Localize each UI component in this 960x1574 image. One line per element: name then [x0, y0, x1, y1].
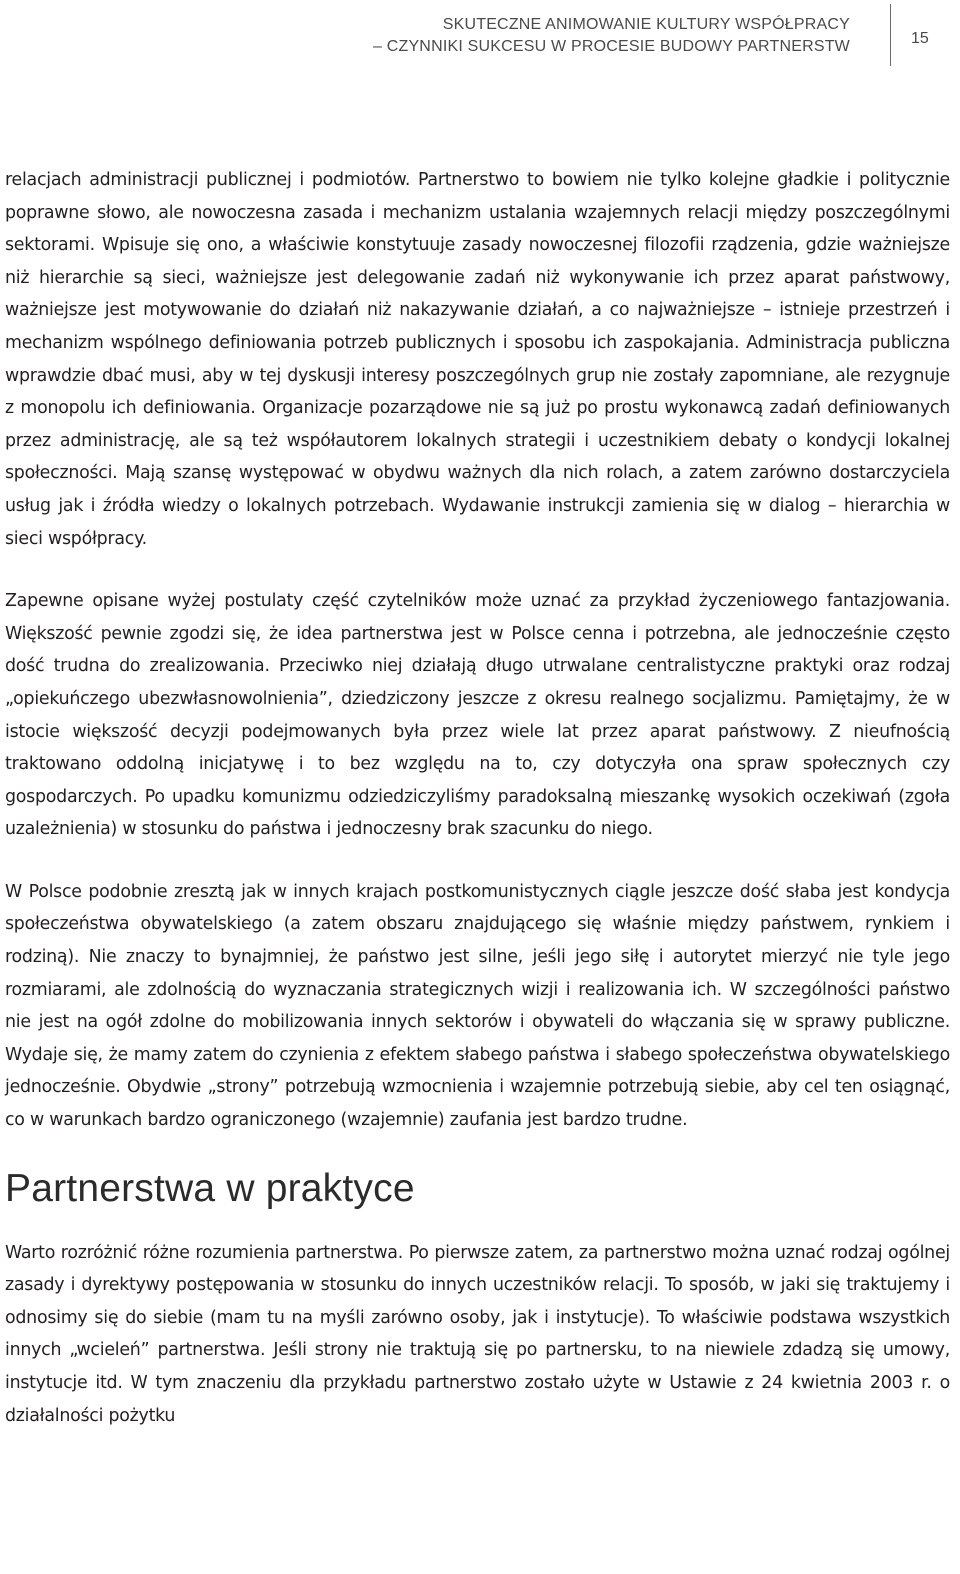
running-header-title: SKUTECZNE ANIMOWANIE KULTURY WSPÓŁPRACY [442, 16, 850, 33]
paragraph-postulates: Zapewne opisane wyżej postulaty część czytelników może uznać za przykład życzeniowego fantazjowania. Większość pewnie zgodzi się, że idea partnerstwa jest w Polsce cenna i potrzebna, ale jednocześnie często dość trudna do zrealizowania. Przeciwko niej działają długo utrwalane centralistyczne praktyki oraz rodzaj „opiekuńczego ubezwłasnowolnienia”, dziedziczony jeszcze z okresu realnego socjalizmu. Pamiętajmy, że w istocie większość decyzji podejmowanych była przez wiele lat przez aparat państwowy. Z nieufnością traktowano oddolną inicjatywę i to bez względu na to, czy dotyczyła ona spraw społecznych czy gospodarczych. Po upadku komunizmu odziedziczyliśmy paradoksalną mieszankę wysokich oczekiwań (zgoła uzależnienia) w stosunku do państwa i jednoczesny brak szacunku do niego. [5, 591, 950, 840]
paragraph-civil-society: W Polsce podobnie zresztą jak w innych krajach postkomunistycznych ciągle jeszcze dość słaba jest kondycja społeczeństwa obywatelskiego (a zatem obszaru znajdującego się właśnie między państwem, rynkiem i rodziną). Nie znaczy to bynajmniej, że państwo jest silne, jeśli jego siłę i autorytet mierzyć nie tyle jego rozmiarami, ale zdolnością do wyznaczania strategicznych wizji i realizowania ich. W szczególności państwo nie jest na ogół zdolne do mobilizowania innych sektorów i obywateli do włączania się w sprawy publiczne. Wydaje się, że mamy zatem do czynienia z efektem słabego państwa i słabego społeczeństwa obywatelskiego jednocześnie. Obydwie „strony” potrzebują wzmocnienia i wzajemnie potrzebują siebie, aby cel ten osiągnąć, co w warunkach bardzo ograniczonego (wzajemnie) zaufania jest bardzo trudne. [5, 881, 950, 1131]
paragraph-section-intro: Warto rozróżnić różne rozumienia partnerstwa. Po pierwsze zatem, za partnerstwo można uznać rodzaj ogólnej zasady i dyrektywy postępowania w stosunku do innych uczestników relacji. To sposób, w jaki się traktujemy i odnosimy się do siebie (mam tu na myśli zarówno osoby, jak i instytucje). To właściwie podstawa wszystkich innych „wcieleń” partnerstwa. Jeśli strony nie traktują się po partnersku, to na niewiele zdadzą się umowy, instytucje itd. W tym znaczeniu dla przykładu partnerstwo zostało użyte w Ustawie z 24 kwietnia 2003 r. o działalności pożytku [5, 1242, 950, 1426]
running-header [373, 14, 850, 58]
paragraph-partnership-relations: relacjach administracji publicznej i podmiotów. Partnerstwo to bowiem nie tylko kolejne gładkie i politycznie poprawne słowo, ale nowoczesna zasada i mechanizm ustalania wzajemnych relacji między poszczególnymi sektorami. Wpisuje się ono, a właściwie konstytuuje zasady nowoczesnej filozofii rządzenia, gdzie ważniejsze niż hierarchie są sieci, ważniejsze jest delegowanie zadań niż wykonywanie ich przez aparat państwowy, ważniejsze jest motywowanie do działań niż nakazywanie działań, a co najważniejsze – istnieje przestrzeń i mechanizm wspólnego definiowania potrzeb publicznych i sposobu ich zaspokajania. Administracja publiczna wprawdzie dbać musi, aby w tej dyskusji interesy poszczególnych grup nie zostały zapomniane, ale rezygnuje z monopolu ich definiowania. Organizacje pozarządowe nie są już po prostu wykonawcą zadań definiowanych przez administrację, ale są też współautorem lokalnych strategii i uczestnikiem debaty o kondycji lokalnej społeczności. Mają szansę występować w obydwu ważnych dla nich rolach, a zatem zarówno dostarczyciela usług jak i źródła wiedzy o lokalnych potrzebach. Wydawanie instrukcji zamienia się w dialog – hierarchia w sieci współpracy. [5, 170, 950, 549]
page-number: 15 [911, 30, 929, 47]
header-divider [890, 4, 891, 66]
body-text [5, 164, 950, 1462]
running-header-subtitle: – CZYNNIKI SUKCESU W PROCESIE BUDOWY PARTNERSTW [372, 38, 850, 55]
section-heading: Partnerstwa w praktyce [5, 1166, 415, 1210]
